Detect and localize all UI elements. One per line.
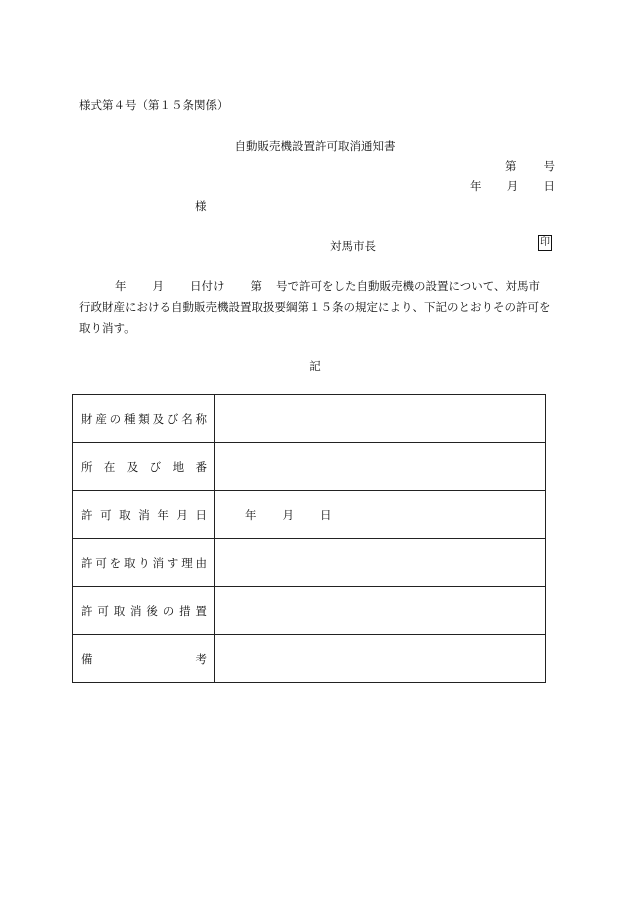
- row-label-char: 由: [195, 555, 207, 570]
- row-label-cell: [73, 539, 215, 587]
- date-year: 年: [470, 179, 482, 193]
- row-label-cell: [73, 635, 215, 683]
- row-label-char: 消: [152, 555, 165, 570]
- body-paragraph: [79, 276, 551, 339]
- table-row: [73, 443, 546, 491]
- body-number-prefix: 第: [250, 279, 262, 293]
- form-label: 様式第４号（第１５条関係）: [79, 98, 229, 112]
- table-row: [73, 395, 546, 443]
- table-row: [73, 491, 546, 539]
- row-label: [73, 603, 214, 619]
- row-label-char: 番: [195, 459, 207, 474]
- row-label-char: 置: [195, 603, 207, 618]
- row-label-char: 消: [130, 603, 142, 618]
- row-label-char: 許: [81, 507, 93, 522]
- row-label-char: の: [109, 411, 122, 426]
- row-label-char: 在: [103, 459, 116, 474]
- body-text: 号で許可をした自動販売機の設置について、対馬市行政財産における自動販売機設置取扱要綱第１５条の規定により、下記のとおりその許可を取り消す。: [79, 279, 551, 335]
- row-label-char: 消: [138, 507, 150, 522]
- table-row: [73, 539, 546, 587]
- document-title: 自動販売機設置許可取消通知書: [234, 139, 396, 153]
- row-label-char: 許: [81, 603, 93, 618]
- table-row: [73, 635, 546, 683]
- row-label-cell: [73, 587, 215, 635]
- row-label-char: 可: [100, 507, 112, 522]
- table-row: [73, 587, 546, 635]
- row-label-char: 取: [123, 555, 136, 570]
- row-label-char: 備: [81, 651, 93, 666]
- row-label-char: 地: [172, 459, 185, 474]
- row-label-char: 後: [146, 603, 158, 618]
- row-label-char: 理: [181, 555, 193, 570]
- row-label-char: 措: [179, 603, 191, 618]
- row-label-char: り: [138, 555, 150, 570]
- document-number: [505, 158, 555, 174]
- row-label-char: の: [162, 603, 175, 618]
- row-label: [73, 651, 214, 667]
- row-label-char: 取: [119, 507, 131, 522]
- info-table: [72, 394, 546, 683]
- row-label-char: す: [166, 555, 179, 570]
- row-label-char: 名: [181, 411, 193, 426]
- addressee-suffix: 様: [195, 199, 207, 213]
- row-label: [73, 555, 214, 571]
- row-label-cell: [73, 443, 215, 491]
- row-label-char: 称: [195, 411, 207, 426]
- date-month: 月: [506, 179, 519, 193]
- row-value-cell[interactable]: [215, 395, 546, 443]
- row-label: [73, 411, 214, 427]
- row-value-cell[interactable]: [215, 587, 546, 635]
- row-value-cell[interactable]: [215, 443, 546, 491]
- row-value-cell[interactable]: [215, 539, 546, 587]
- row-label-cell: [73, 395, 215, 443]
- row-label-char: 及: [152, 411, 165, 426]
- row-value-cell[interactable]: [215, 635, 546, 683]
- row-label-char: 日: [195, 507, 207, 522]
- document-date: [470, 178, 555, 194]
- number-prefix: 第: [505, 159, 517, 173]
- row-label-char: 種: [123, 411, 136, 426]
- row-value-part: 年: [245, 507, 257, 522]
- date-day: 日: [543, 179, 555, 193]
- row-label-char: 月: [176, 507, 188, 522]
- seal-mark: 印: [538, 235, 552, 251]
- row-label-char: び: [149, 459, 162, 474]
- row-label-char: び: [166, 411, 179, 426]
- body-day: 日付け: [190, 279, 225, 293]
- row-label-cell: [73, 491, 215, 539]
- row-label: [73, 507, 214, 523]
- row-value-part: 日: [320, 507, 332, 522]
- body-year: 年: [115, 279, 127, 293]
- row-label-char: 財: [81, 411, 93, 426]
- row-label-char: 及: [126, 459, 139, 474]
- row-value: [215, 507, 545, 523]
- row-label-char: 所: [81, 459, 93, 474]
- note-heading: 記: [309, 359, 321, 373]
- row-label-char: 可: [95, 555, 107, 570]
- row-label-char: 類: [138, 411, 150, 426]
- row-value-part: 月: [282, 507, 294, 522]
- row-label-char: を: [109, 555, 122, 570]
- row-label-char: 考: [195, 651, 207, 666]
- issuer-name: 対馬市長: [330, 239, 376, 253]
- number-suffix: 号: [543, 159, 555, 173]
- row-value-cell[interactable]: [215, 491, 546, 539]
- row-label-char: 年: [157, 507, 169, 522]
- row-label: [73, 459, 214, 475]
- row-label-char: 取: [113, 603, 126, 618]
- row-label-char: 産: [95, 411, 107, 426]
- body-month: 月: [152, 279, 164, 293]
- row-label-char: 許: [81, 555, 93, 570]
- row-label-char: 可: [97, 603, 109, 618]
